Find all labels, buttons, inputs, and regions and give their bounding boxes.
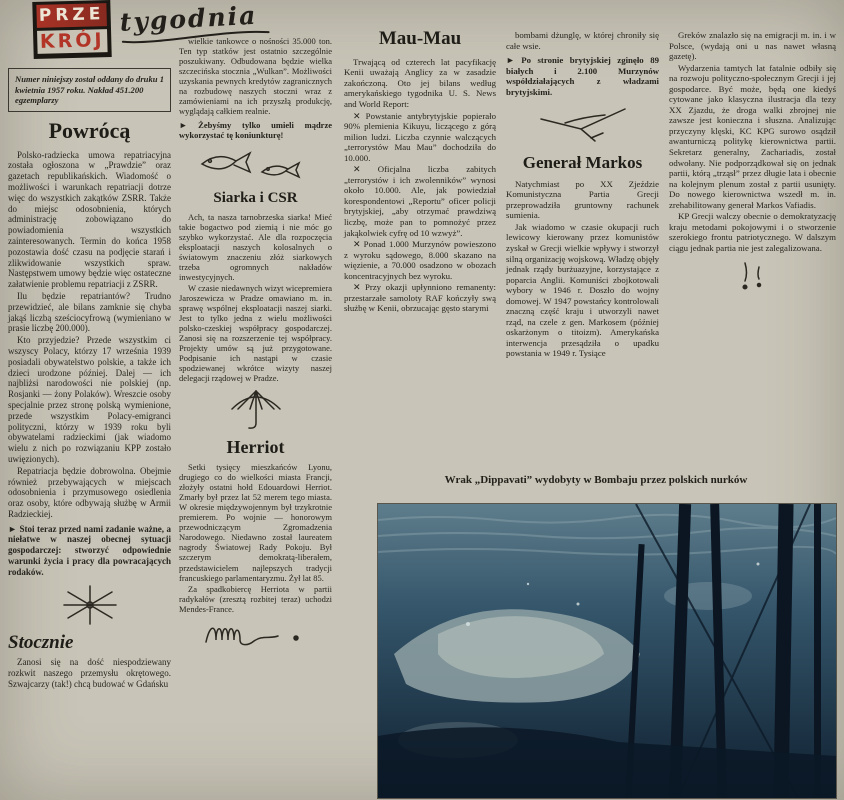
powroca-note: ► Stoi teraz przed nami zadanie ważne, a niełatwe w naszej obecnej sytuacji gospodarczej: stworzyć odpowiednie warunki życia i pracy dla powracających rodaków. xyxy=(8,523,171,577)
masthead-script-text: tygodnia xyxy=(119,0,259,37)
umbrella-doodle-icon xyxy=(179,389,332,431)
maumau-paragraph: ✕ Oficjalna liczba zabitych „terrorystów i ich zwolenników” wynosi około 10.000. Ale, jak powiedział korespondentowi „Reportu” oficer policji brytyjskiej, „aby otrzymać prawdziwą liczbę, może pan to pomnożyć przez jakąkolwiek cyfrę od 10 wzwyż”. xyxy=(344,164,496,238)
przekroj-logo xyxy=(32,0,111,59)
markos-headline: Generał Markos xyxy=(522,153,643,173)
powroca-paragraph: Repatriacja będzie dobrowolna. Obejmie również przebywających w miejscach odosobnienia i przymusowego osiedlenia oraz osoby, które odbywają służbę w Armii Radzieckiej. xyxy=(8,465,171,519)
shipwreck-photo xyxy=(378,504,836,798)
herriot-paragraph: Setki tysięcy mieszkańców Lyonu, drugiego co do wielkości miasta Francji, złożyły ostatni hołd Edouardowi Herriot. Zmarły był przez lat 52 merem tego miasta. W okresie międzywojennym był trzykrotnie premierem. Po wojnie — honorowym przewodniczącym Zgromadzenia Narodowego. Niedawno został laureatem nagrody Światowej Rady Pokoju. Był szczerym demokratą-liberałem, przedstawicielem najlepszych tradycji francuskiego parlamentaryzmu. Żył lat 85. xyxy=(179,462,332,583)
markos-paragraph: Natychmiast po XX Zjeździe Komunistyczna Partia Grecji przeprowadziła gruntowny rachunek sumienia. xyxy=(506,178,659,221)
powroca-paragraph: Kto przyjedzie? Przede wszystkim ci wszyscy Polacy, którzy 17 września 1939 posiadali obywatelstwo polskie, a także ich dzieci urodzone później. Dalej — ich najbliżsi narodowości nie polskiej (np. Rosjanki — żony Polaków). Wreszcie osoby specjalnie przez stronę polską wymienione, przede wszystkim Polacy-emigranci polityczni, którzy w 1939 roku byli obywatelami radzieckimi (jak wiadomo wielu z nich po rozwiązaniu KPP zostało uwięzionych). xyxy=(8,335,171,464)
maumau-cont-note: ► Po stronie brytyjskiej zginęło 89 białych i 2.100 Murzynów współdziałających z władzami brytyjskimi. xyxy=(506,55,659,97)
maumau-paragraph: ✕ Przy okazji upłynniono remanenty: przestarzałe samoloty RAF kończyły swą służbę w Kenii, obrzucając gęsto starymi xyxy=(344,282,496,314)
photo-caption: Wrak „Dippavati” wydobyty w Bombaju przez polskich nurków xyxy=(444,474,748,486)
herriot-headline: Herriot xyxy=(226,437,285,458)
column-2 xyxy=(179,36,332,656)
stocznie-headline: Stocznie xyxy=(8,631,74,653)
star-doodle-icon xyxy=(8,584,171,626)
maumau-paragraph: ✕ Ponad 1.000 Murzynów powieszono z wyroku sądowego, 8.000 skazano na więzienie, a 70.000 osadzono w obozach koncentracyjnych bez wyroku. xyxy=(344,239,496,281)
airplane-doodle-icon xyxy=(506,103,659,147)
fish-pair-doodle-icon xyxy=(179,146,332,184)
maumau-headline: Mau-Mau xyxy=(378,28,462,49)
column-4 xyxy=(506,30,659,360)
markos-cont-paragraph: Wydarzenia tamtych lat fatalnie odbiły się na rozwoju polityczno-społecznym Grecji i jej gospodarce. Być może, będą one kiedyś cytowane jako klasyczna ilustracja dla tezy XX Zjazdu, że droga walki zbrojnej nie zawsze jest konieczna i słuszna. Analizując przyczyny klęski, KC KPG surowo osądził awanturniczą politykę kierownictwa partii. Sekretarz generalny, Zachariadis, został odwołany. Nie podporządkował się on jednak partii, którą „trząsł” przez długie lata i obecnie na kolejnym plenum został z partii usunięty. Do nowego kierownictwa wszedł m. in. zrehabilitowany generał Markos Vafiadis. xyxy=(669,62,836,210)
powroca-paragraph: Polsko-radziecka umowa repatriacyjna została ogłoszona w „Prawdzie” oraz gazetach republikańskich. Wiadomość o możliwości i warunkach repatriacji dotrze więc do wszystkich zakątków ZSRR. Także do miejsc odosobnienia, których administrację zobowiązano do powiadomienia wszystkich zainteresowanych. Termin do końca 1958 pozostawia dość czasu na podjęcie starań i zlikwidowanie wszystkich spraw. Następstwem umowy będzie więc ostateczne załatwienie problemu repatriacji z ZSRR. xyxy=(8,149,171,290)
stocznie-paragraph: Zanosi się na dość niespodziewany rozkwit naszego przemysłu okrętowego. Szwajcarzy (tak!) chcą budować w Gdańsku xyxy=(8,657,171,690)
issue-note: Numer niniejszy został oddany do druku 1 kwietnia 1957 roku. Nakład 451.200 egzemplarzy xyxy=(8,68,171,112)
markos-cont-paragraph: KP Grecji walczy obecnie o demokratyzację kraju metodami pokojowymi i o stworzenie szerokiego frontu patriotycznego. W dalszym ciągu jednak partia nie jest zalegalizowana. xyxy=(669,211,836,253)
exclamation-figure-doodle-icon xyxy=(669,259,836,293)
powroca-paragraph: Ilu będzie repatriantów? Trudno przewidzieć, ale bilans zamknie się chyba jakąś liczbą sześciocyfrową (wymieniano w prasie liczbę 200.000). xyxy=(8,290,171,334)
signature-doodle-icon xyxy=(179,620,332,650)
siarka-paragraph: W czasie niedawnych wizyt wicepremiera Jaroszewicza w Pradze omawiano m. in. sprawę wspólnej eksploatacji naszej siarki. Jest to tylko jedna z wielu możliwości polsko-czeskiej współpracy gospodarczej. Zanosi się na rozszerzenie tej współpracy. Projekty umów są już przygotowane. Podpisanie ich nastąpi w czasie spodziewanej wkrótce wizyty naszej delegacji rządowej w Pradze. xyxy=(179,282,332,384)
shipwreck-photo-image xyxy=(378,504,836,798)
column-5 xyxy=(669,30,836,299)
siarka-paragraph: Ach, ta nasza tarnobrzeska siarka! Mieć takie bogactwo pod ziemią i nie móc go szybko wykorzystać. Ale dla rozpoczęcia eksploatacji naszych kolosalnych o światowym znaczeniu złóż siarkowych trzeba ogromnych nakładów inwestycyjnych. xyxy=(179,211,332,282)
maumau-cont-paragraph: bombami dżunglę, w której chroniły się całe wsie. xyxy=(506,30,659,51)
column-3 xyxy=(344,28,496,315)
herriot-paragraph: Za spadkobiercę Herriota w partii radykałów (zresztą rozbitej teraz) uchodzi Mendes-France. xyxy=(179,583,332,614)
maumau-paragraph: Trwającą od czterech lat pacyfikację Kenii uważają Anglicy za w zasadzie zakończoną. Oto jej bilans według amerykańskiego tygodnika U. S. News and World Report: xyxy=(344,56,496,109)
markos-cont-paragraph: Greków znalazło się na emigracji m. in. i w Polsce, (wydają oni u nas nawet własną gazetę). xyxy=(669,30,836,62)
tankowce-paragraph: wielkie tankowce o nośności 35.000 ton. Ten typ statków jest ostatnio szczególnie poszukiwany. Odbudowana będzie wielka szczecińska stocznia „Wulkan”. Możliwości uzyskania pewnych kredytów zagranicznych na rozbudowę naszych stoczni wraz z zamówieniami na ich przyszłą produkcję, wyglądają całkiem realnie. xyxy=(179,36,332,117)
tankowce-note: ► Żebyśmy tylko umieli mądrze wykorzystać tę koniunkturę! xyxy=(179,120,332,141)
column-1 xyxy=(8,68,171,691)
siarka-headline: Siarka i CSR xyxy=(213,190,298,207)
maumau-paragraph: ✕ Powstanie antybrytyjskie popierało 90% plemienia Kikuyu, liczącego z górą milion ludzi. Liczba czynnie walczących „terrorystów Mau Mau” dochodziła do 10.000. xyxy=(344,110,496,163)
powroca-headline: Powrócą xyxy=(48,118,131,144)
markos-paragraph: Jak wiadomo w czasie okupacji ruch lewicowy kierowany przez komunistów zyskał w Grecji wielkie wpływy i stworzył silną organizację wojskową. Władzę objęły jednak rządy burżuazyjne, korzystające z poparcia Anglii. Komuniści zbojkotowali wybory w 1946 r. Doszło do wojny domowej. W 1947 powstańcy kontrolowali znaczną część kraju i utworzyli nawet rząd, na czele z gen. Markosem (później oskarżonym o titoizm). Amerykańska interwencja przesądziła o upadku powstania w 1949 r. Tysiące xyxy=(506,221,659,359)
logo-text-top: PRZE xyxy=(36,3,107,28)
logo-text-bottom: KRÓJ xyxy=(37,29,108,54)
